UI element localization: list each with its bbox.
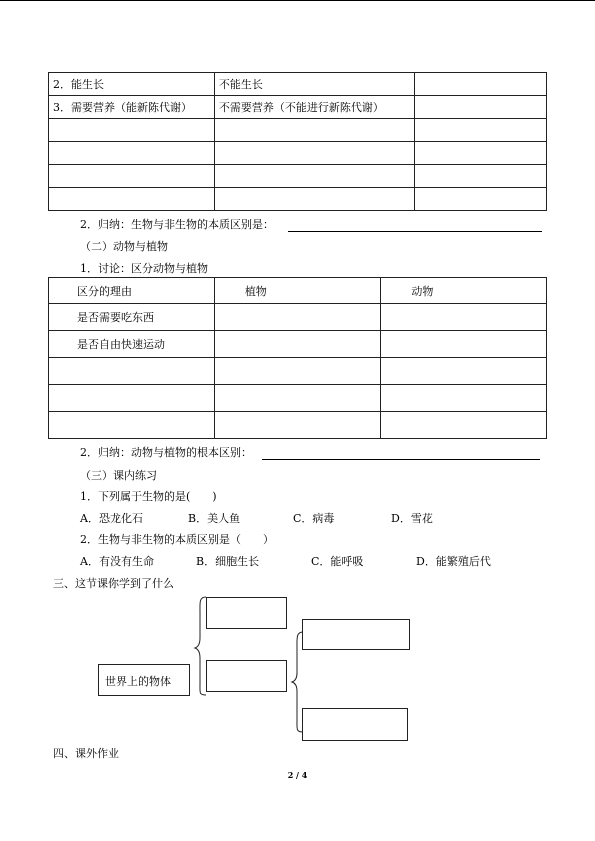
table-header-cell: 动物 [381, 278, 547, 304]
question-1-stem: 1．下列属于生物的是( ) [80, 490, 217, 503]
section-exercises-title: （三）课内练习 [80, 469, 157, 482]
right-brace [292, 632, 303, 732]
table-cell: 不需要营养（不能进行新陈代谢） [214, 96, 414, 119]
mindmap-root-label: 世界上的物体 [105, 675, 171, 688]
left-brace [195, 597, 206, 695]
table-cell: 3．需要营养（能新陈代谢） [49, 96, 215, 119]
summary-animal-plant: 2．归纳：动物与植物的根本区别： [80, 446, 252, 459]
part-three-title: 三、这节课你学到了什么 [53, 577, 174, 590]
q1-option-b[interactable]: B．美人鱼 [188, 512, 241, 525]
table-header-cell: 植物 [214, 278, 381, 304]
discussion-prompt: 1．讨论：区分动物与植物 [80, 262, 208, 275]
table-header-cell: 区分的理由 [49, 278, 215, 304]
q2-option-d[interactable]: D．能繁殖后代 [416, 555, 491, 568]
q2-option-a[interactable]: A．有没有生命 [80, 555, 154, 568]
q2-option-c[interactable]: C．能呼吸 [311, 555, 364, 568]
page-number: 2 / 4 [287, 770, 308, 780]
q1-option-c[interactable]: C．病毒 [293, 512, 335, 525]
part-four-title: 四、课外作业 [53, 747, 119, 760]
table-cell: 2．能生长 [49, 73, 215, 96]
table-cell: 不能生长 [214, 73, 414, 96]
table-cell: 是否自由快速运动 [49, 331, 215, 358]
question-2-stem: 2．生物与非生物的本质区别是（ ） [80, 533, 274, 546]
q1-option-a[interactable]: A．恐龙化石 [80, 512, 143, 525]
q1-option-d[interactable]: D．雪花 [391, 512, 433, 525]
summary-living-nonliving: 2．归纳：生物与非生物的本质区别是： [80, 218, 274, 231]
table-cell: 是否需要吃东西 [49, 304, 215, 331]
section-animals-plants-title: （二）动物与植物 [80, 240, 168, 253]
q2-option-b[interactable]: B．细胞生长 [196, 555, 260, 568]
